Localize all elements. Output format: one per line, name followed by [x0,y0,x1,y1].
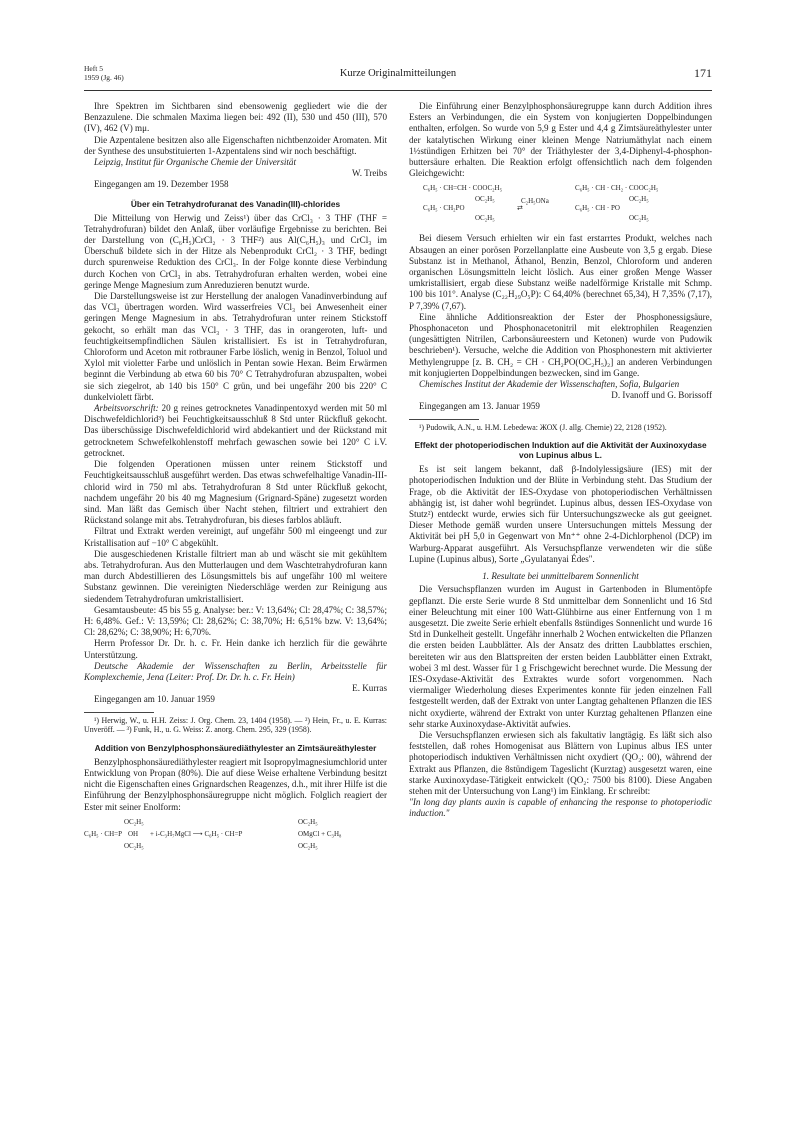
formula-part: OC₂H₅ [298,817,318,826]
formula-part: OC₂H₅ [475,195,495,204]
paragraph: Gesamtausbeute: 45 bis 55 g. Analyse: ber.: V: 13,64%; Cl: 28,47%; C: 38,57%; H: 6,48%. Gef.: V: 13,59%; Cl: 28,62%; C: 38,70%; H: 6,51% bzw. V: 13,64%; Cl: 28,62%; C: 38,90%; H: 6,70%. [84,604,387,638]
received-date: Eingegangen am 10. Januar 1959 [94,694,215,705]
formula-part: C₂H₅ONa [521,197,549,206]
reaction-equation [84,817,387,859]
issue-number: Heft 5 [84,64,103,73]
formula-part: OC₂H₅ [124,841,144,850]
paragraph: Die Einführung einer Benzylphosphonsäuregruppe kann durch Addition ihres Esters an Verbindungen, die ein System von konjugierten Doppelbindungen enthalten, erfolgen. So wurde von 5,9 g Ester und 4,4 g Zimtsäureäthylester unter der katalytischen Wirkung einer kleinen Menge Natriumäthylat nach einem 1½stündigen Erhitzen bei 70° der Triäthylester der 3,4-Diphenyl-4-phosphon-buttersäure erhalten. Die Reaktion erfolgt offensichtlich nach dem folgenden Gleichgewicht: [409,101,712,179]
paragraph: Ihre Spektren im Sichtbaren sind ebensowenig gegliedert wie die der Benzazulene. Die schmalen Maxima liegen bei: 492 (II), 530 und 450 (III), 570 (IV), 462 (V) mμ. [84,101,387,134]
formula-part: C₆H₅ · CH · CH₂ · COOC₂H₅ [575,184,659,193]
paragraph: Herrn Professor Dr. Dr. h. c. Fr. Hein danke ich herzlich für die gewährte Unterstützung. [84,638,387,660]
formula-part: OC₂H₅ [629,214,649,223]
paragraph: Es ist seit langem bekannt, daß β-Indolylessigsäure (IES) mit der photoperiodischen Induktion und der Blüte in Verbindung steht. Das Studium der Frage, ob die Aktivität der IES-Oxydase von photoperiodischen Verhältnissen abhängig ist, ist daher wohl begründet. Lupinus albus, dessen IES-Oxydase von Stutz²) entdeckt wurde, erwies sich für Untersuchungszwecke als gut geeignet. Dieser Methode gemäß wurden unsere Untersuchungen mittels Messung der Aktivität bei pH 5,0 in Gegenwart von Mn⁺⁺ ohne 2-4-Dichlorphenol (DCP) im Warburg-Apparat ausgeführt. Als Versuchspflanze verwendeten wir die süße Lupine (Lupinus albus), Sorte „Gyulatanyai Édes". [409,464,712,564]
formula-part: + i-C₃H₇MgCl ⟶ C₆H₅ · CH=P [150,829,243,838]
affiliation: Deutsche Akademie der Wissenschaften zu Berlin, Arbeitsstelle für Komplexchemie, Jena (Leiter: Prof. Dr. Dr. h. c. Fr. Hein) [84,660,387,682]
paragraph: Die Azpentalene besitzen also alle Eigenschaften nichtbenzoider Aromaten. Mit der Synthese des unsubstituierten 1-Azpentalens sind wir noch beschäftigt. [84,134,387,156]
formula-part: OC₂H₅ [298,841,318,850]
procedure-text: 20 g reines getrocknetes Vanadinpentoxyd werden mit 50 ml Dischwefeldichlorid³) bei Feuchtigkeitsausschluß 8 Std unter Rückfluß gekocht. Das überschüssige Dischwefeldichlorid wird abdekantiert und der Rückstand mit getrocknetem Schwefelkohlenstoff mehrfach gewaschen sowie bei 120° C i.V. getrocknet. [84,403,387,458]
quotation: "In long day plants auxin is capable of enhancing the response to photoperiodic induction." [409,797,712,819]
paragraph [84,403,387,459]
equilibrium-arrow: ⇄ [517,204,523,213]
formula-part: C₆H₅ · CH=P [84,829,123,838]
footnote-rule [84,712,154,713]
article-title: Über ein Tetrahydrofuranat des Vanadin(III)-chlorides [130,198,341,209]
article-title: Addition von Benzylphosphonsäurediäthylester an Zimtsäureäthylester [94,742,377,753]
footnotes: ¹) Pudowik, A.N., u. H.M. Lebedewa: ЖОХ (J. allg. Chemie) 22, 2128 (1952). [419,422,667,432]
formula-part: OH [128,829,139,838]
issue-year: 1959 (Jg. 46) [84,73,124,82]
author: E. Kurras [352,683,387,694]
formula-part: C₆H₅ · CH · PO [575,204,620,213]
paragraph: Die Darstellungsweise ist zur Herstellung der analogen Vanadinverbindung auf das VCl₃ übertragen worden. Wird wasserfreies VCl₃ bei Anwesenheit einer geringen Menge Magnesium in abs. Tetrahydrofuran unter reinem Stickstoff gekocht, so erhält man das VCl₃ · 3 THF, das in orangeroten, luft- und feuchtigkeitsempfindlichen Säulen kristallisiert. Es ist in Tetrahydrofuran, Chloroform und Aceton mit rotbrauner Farbe löslich, wenig in Benzol, Toluol und Xylol mit violetter Farbe und unlöslich in Pentan sowie Hexan. Beim Erwärmen beginnt die Verbindung ab etwa 60 bis 70° C Tetrahydrofuran abzuspalten, wobei sie sich ziegelrot, ab 140 bis 150° C grün, und bei ungefähr 200 bis 220° C dunkelviolett färbt. [84,291,387,402]
received-date: Eingegangen am 13. Januar 1959 [419,401,540,412]
paragraph: Die Mitteilung von Herwig und Zeiss¹) über das CrCl₃ · 3 THF (THF = Tetrahydrofuran) bildet den Anlaß, über vorläufige Ergebnisse zu berichten. Bei der Darstellung von (C₆H₅)CrCl₂ · 3 THF²) aus Al(C₆H₅)₃ und CrCl₃ im Überschuß bildete sich in der Hitze als Nebenprodukt CrCl₂ · 3 THF, bedingt durch spurenweise Reduktion des CrCl₃. In der Folge konnte diese Verbindung durch Kochen von CrCl₃ in abs. Tetrahydrofuran erhalten werden, wobei eine geringe Menge Magnesium zum Anreduzieren benutzt wurde. [84,212,387,290]
formula-part: OC₂H₅ [475,214,495,223]
formula-part: OC₂H₅ [124,817,144,826]
paragraph: Benzylphosphonsäurediäthylester reagiert mit Isopropylmagnesiumchlorid unter Entwicklung von Propan (80%). Die auf diese Weise erhaltene Verbindung besitzt nicht die Eigenschaften eines Grignardschen Reagenzes, d.h., mit ihrer Hilfe ist die Einführung der Benzylphosphonsäuregruppe nicht möglich. Folglich reagiert der Ester mit seiner Enolform: [84,756,387,812]
page-number: 171 [694,66,712,80]
formula-part: OMgCl + C₃H₈ [298,829,342,838]
author: W. Treibs [351,168,387,179]
article-title: Effekt der photoperiodischen Induktion auf die Aktivität der Auxinoxydase von Lupinus albus L. [414,440,707,461]
equilibrium-equation [409,183,712,227]
paragraph: Bei diesem Versuch erhielten wir ein fast erstarrtes Produkt, welches nach Absaugen an einer porösen Porzellanplatte eine Ausbeute von 3,5 g ergab. Diese Substanz ist in Methanol, Äthanol, Benzin, Benzol, Chloroform und anderen organischen Lösungsmitteln leicht löslich. Aus einer großen Menge Wasser umkristallisiert, ergab diese Substanz weiße nadelförmige Kristalle mit Schmp. 100 bis 101°. Analyse (C₂₂H₂₉O₅P): C 64,40% (berechnet 65,34), H 7,35% (7,17), P 7,39% (7,67). [409,233,712,311]
right-column [409,101,712,820]
paragraph: Filtrat und Extrakt werden vereinigt, auf ungefähr 500 ml eingeengt und zur Kristallisation auf −10° C abgekühlt. [84,526,387,548]
formula-part: C₆H₅ · CH=CH · COOC₂H₅ [423,184,503,193]
author: D. Ivanoff und G. Borissoff [611,390,712,401]
received-date: Eingegangen am 19. Dezember 1958 [94,179,229,190]
paragraph: Die folgenden Operationen müssen unter reinem Stickstoff und Feuchtigkeitsausschluß ausgeführt werden. Das etwas schwefelhaltige Vanadin-III-chlorid wird in 750 ml abs. Tetrahydrofuran 8 Std unter Rückfluß gekocht, nachdem ungefähr 20 bis 40 mg Magnesium (Grignard-Späne) zugesetzt worden sind. Man läßt das Gemisch über Nacht stehen, filtriert und extrahiert den Rückstand solange mit abs. Tetrahydrofuran, bis dieses farblos abläuft. [84,459,387,526]
footnotes: ¹) Herwig, W., u. H.H. Zeiss: J. Org. Chem. 23, 1404 (1958). — ²) Hein, Fr., u. E. Kurras: Unveröff. — ³) Funk, H., u. G. Weiss: Z. anorg. Chem. 295, 329 (1958). [84,715,387,735]
formula-part: C₆H₅ · CH₂PO [423,204,465,213]
paragraph: Die ausgeschiedenen Kristalle filtriert man ab und wäscht sie mit gekühltem abs. Tetrahydrofuran. Aus den Mutterlaugen und dem Waschtetrahydrofuran kann man durch Abdestillieren des Lösungsmittels bis auf ungefähr 100 ml weitere Substanz gewinnen. Die vereinigten Niederschläge werden zur Reinigung aus siedendem Tetrahydrofuran umkristallisiert. [84,548,387,604]
paragraph: Eine ähnliche Additionsreaktion der Ester der Phosphonessigsäure, Phosphonaceton und Phosphonacetonitril mit elektrophilen Reagenzien (ungesättigten Nitrilen, Carbonsäureestern und Ketonen) wurde von Pudowik beschrieben¹). Versuche, welche die Addition von Phosphonestern mit aktivierter Methylengruppe [z. B. CH₂ = CH · CH₂PO(OC₂H₅)₂] an anderen Verbindungen mit konjugierten Doppelbindungen bezwecken, sind im Gange. [409,311,712,378]
section-heading: 1. Resultate bei unmittelbarem Sonnenlicht [482,571,639,582]
footnote-rule [409,419,479,420]
formula-part: OC₂H₅ [629,195,649,204]
left-column [84,101,387,865]
affiliation: Leipzig, Institut für Organische Chemie der Universität [94,157,296,168]
paragraph: Die Versuchspflanzen erwiesen sich als fakultativ langtägig. Es läßt sich also feststellen, daß rohes Homogenisat aus Blättern von Lupinus albus IES unter photoperiodisch induktiven Verhältnissen nicht oxydiert (QO₂: 00), während der Extrakt aus Pflanzen, die 8stündigem Tageslicht (Kurztag) ausgesetzt waren, eine starke Auxinoxydase-Tätigkeit entwickelt (QO₂: 7500 bis 8100). Diese Angaben stehen mit der Untersuchung von Lang¹) im Einklang. Er schreibt: [409,729,712,796]
procedure-label: Arbeitsvorschrift: [94,403,159,414]
journal-section-title: Kurze Originalmitteilungen [339,68,457,79]
affiliation: Chemisches Institut der Akademie der Wissenschaften, Sofia, Bulgarien [419,379,680,390]
paragraph: Die Versuchspflanzen wurden im August in Gartenboden in Blumentöpfe gepflanzt. Die erste Serie wurde 8 Std unmittelbar dem Sonnenlicht und 16 Std einer Beleuchtung mit einer 100 Watt-Glühbirne aus einer Entfernung von 1 m ausgesetzt. Die zweite Serie erhielt ebenfalls 8stündiges Sonnenlicht und wurde 16 Std in Dunkelheit gestellt. Ungefähr innerhalb 2 Wochen entwickelten die Pflanzen die ersten beiden Laubblätter. Als der Ansatz des dritten Laubblattes erschien, bereiteten wir aus den Blattspreiten der ersten beiden Laubblätter einen Extrakt, wobei 3 ml dest. Wasser für 1 g Frischgewicht berechnet wurde. Die Messung der IES-Oxydase-Aktivität des Extraktes wurde sofort vorgenommen. Nach viermaliger Wiederholung dieses Experimentes konnte für jeden einzelnen Fall festgestellt werden, daß der Extrakt von unter Langtag gehaltenen Pflanzen die IES nicht oxydierte, während der Extrakt von unter Kurztag gehaltenen Pflanzen eine sehr starke Auxinoxydase-Aktivität aufwies. [409,584,713,729]
running-header [84,64,712,91]
